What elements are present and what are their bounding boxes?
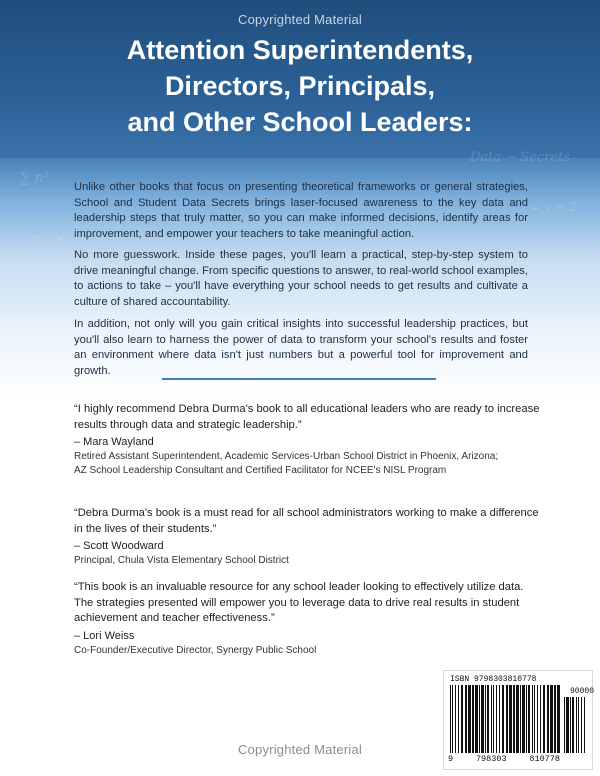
testimonial-quote: “I highly recommend Debra Durma's book to all educational leaders who are ready to increase results through data and strategic leadership.”	[74, 403, 540, 431]
headline-line: Directors, Principals,	[164, 71, 436, 101]
barcode-digit-group: 798303	[475, 754, 507, 764]
testimonial-role: AZ School Leadership Consultant and Certified Facilitator for NCEE's NISL Program	[74, 465, 447, 476]
headline-line: and Other School Leaders:	[127, 107, 473, 137]
testimonial	[74, 402, 544, 478]
testimonial-author: – Mara Wayland	[74, 436, 154, 448]
section-divider	[162, 378, 436, 380]
chalk-scribble-decoration: x = y + 2	[520, 200, 577, 214]
testimonial-author: – Lori Weiss	[74, 629, 135, 642]
testimonial-role: Retired Assistant Superintendent, Academic Services-Urban School District in Phoenix, Arizona;	[74, 451, 499, 462]
testimonial-role: Principal, Chula Vista Elementary School District	[74, 555, 289, 566]
headline-line: Attention Superintendents,	[126, 35, 474, 65]
body-paragraph: In addition, not only will you gain critical insights into successful leadership practices, but you'll also learn to harness the power of data to transform your school's results and foster an environment where data isn't just numbers but a powerful tool for improvement and growth.	[74, 318, 528, 377]
watermark-bottom: Copyrighted Material	[238, 742, 362, 757]
testimonial	[74, 506, 544, 568]
price-code: 90000	[570, 687, 595, 696]
testimonial-role: Co-Founder/Executive Director, Synergy Public School	[74, 644, 317, 656]
headline	[30, 32, 570, 140]
chalk-scribble-decoration: → △ √	[30, 230, 65, 244]
testimonial-quote: “This book is an invaluable resource for any school leader looking to effectively utilize data. The strategies presented will empower you to leverage data to drive real results in student achievement and teacher effectiveness.”	[74, 581, 524, 624]
barcode-digit-group: 810778	[529, 754, 560, 764]
watermark-top: Copyrighted Material	[238, 12, 362, 27]
testimonial	[74, 580, 544, 658]
isbn-label: ISBN 9798303810778	[450, 675, 537, 684]
chalk-scribble-decoration: Data ~ Secrets	[470, 150, 570, 165]
testimonial-author: – Scott Woodward	[74, 540, 164, 552]
barcode-digit-group: 9	[448, 754, 454, 764]
body-paragraph: No more guesswork. Inside these pages, you'll learn a practical, step-by-step system to drive meaningful change. From specific questions to answer, to real-world school examples, to actions to take – you'll have everything your school needs to get results and cultivate a culture of shared accountability.	[74, 249, 528, 308]
testimonial-quote: “Debra Durma's book is a must read for all school administrators working to make a difference in the lives of their students.”	[74, 507, 539, 535]
body-paragraph: Unlike other books that focus on presenting theoretical frameworks or general strategies, School and Student Data Secrets brings laser-focused awareness to the key data and leadership steps that truly matter, so you can make informed decisions, identify areas for improvement, and empower your teachers to take meaningful action.	[74, 181, 528, 240]
chalk-scribble-decoration: ∑ n²	[20, 170, 50, 186]
